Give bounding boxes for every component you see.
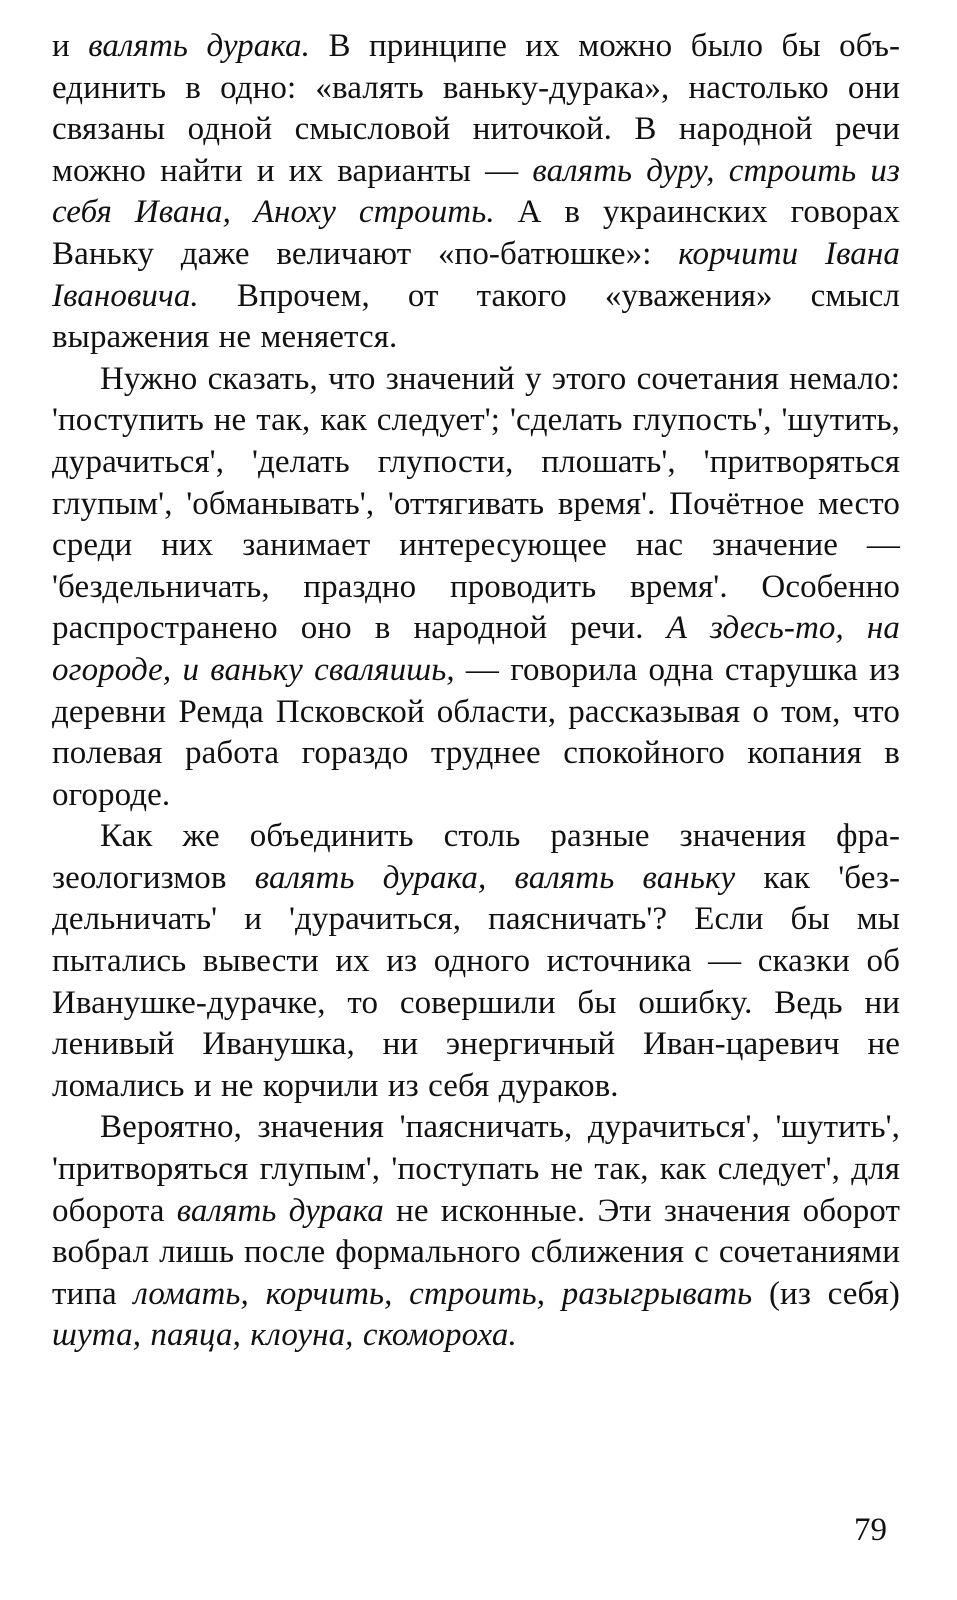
text-run: и xyxy=(52,28,89,64)
text-run: Нужно сказать, что значений у этого сочетания немало: 'поступить не так, как следует'; 'сделать глупость', 'шутить, дурачиться', 'делать глупости, плошать', 'притворяться глупым', 'обманывать', 'оттягивать время'. Почётное место среди них занимает интересующее нас значение — 'бездельничать, праздно проводить время'. Особенно распространено оно в народной речи. xyxy=(52,360,900,647)
text-run: не исконные. Эти значения оборот вобрал лишь после формального сближения с сочетаниями типа xyxy=(52,1192,900,1312)
paragraph-3 xyxy=(52,816,900,1107)
italic-phrase: шута, паяца, клоуна, скомороха. xyxy=(52,1317,517,1354)
italic-phrase: валять дуру, строить из себя Ивана, Аноху строить. xyxy=(52,152,901,231)
text-run: как 'бездельничать' и 'дурачиться, паясничать'? Если бы мы пытались вывести их из одного источника — сказки об Иванушке-дурачке, то совершили бы ошибку. Ведь ни ленивый Иванушка, ни энергичный Иван-царевич не ломались и не корчили из себя дураков. xyxy=(52,859,900,1104)
text-run: — говорила одна старушка из деревни Ремда Псковской области, рассказывая о том, что полевая работа гораздо труднее спокойного копания в огороде. xyxy=(52,651,900,813)
text-run: А в украинских говорах Ваньку даже величают «по-батюшке»: xyxy=(52,194,900,272)
text-run: (из себя) xyxy=(752,1275,900,1312)
italic-phrase: ломать, корчить, строить, разыгрывать xyxy=(133,1275,753,1312)
italic-phrase: валять дурака xyxy=(176,1192,384,1229)
italic-phrase: валять дурака, валять ваньку xyxy=(254,859,736,896)
text-run: Вероятно, значения 'паясничать, дурачиться', 'шутить', 'притворяться глупым', 'поступать не так, как следует', для оборота xyxy=(52,1109,900,1229)
paragraph-4 xyxy=(52,1107,900,1357)
text-run: В принципе их можно было бы объединить в одно: «валять ваньку-дурака», настолько они связаны одной смысловой ниточкой. В народной речи можно найти и их варианты — xyxy=(52,28,900,189)
italic-phrase: валять дурака. xyxy=(88,28,311,64)
text-run: Как же объединить столь разные значения фразеологизмов xyxy=(52,818,900,896)
page-number: 79 xyxy=(854,1512,887,1548)
page-body xyxy=(52,26,900,1357)
text-run: Впрочем, от такого «уважения» смысл выражения не меняется. xyxy=(52,277,900,356)
paragraph-1 xyxy=(52,26,900,359)
paragraph-2 xyxy=(52,359,900,817)
italic-phrase: А здесь-то, на огороде, и ваньку сваляишь, xyxy=(52,610,900,688)
italic-phrase: корчити Івана Івановича. xyxy=(52,235,900,314)
